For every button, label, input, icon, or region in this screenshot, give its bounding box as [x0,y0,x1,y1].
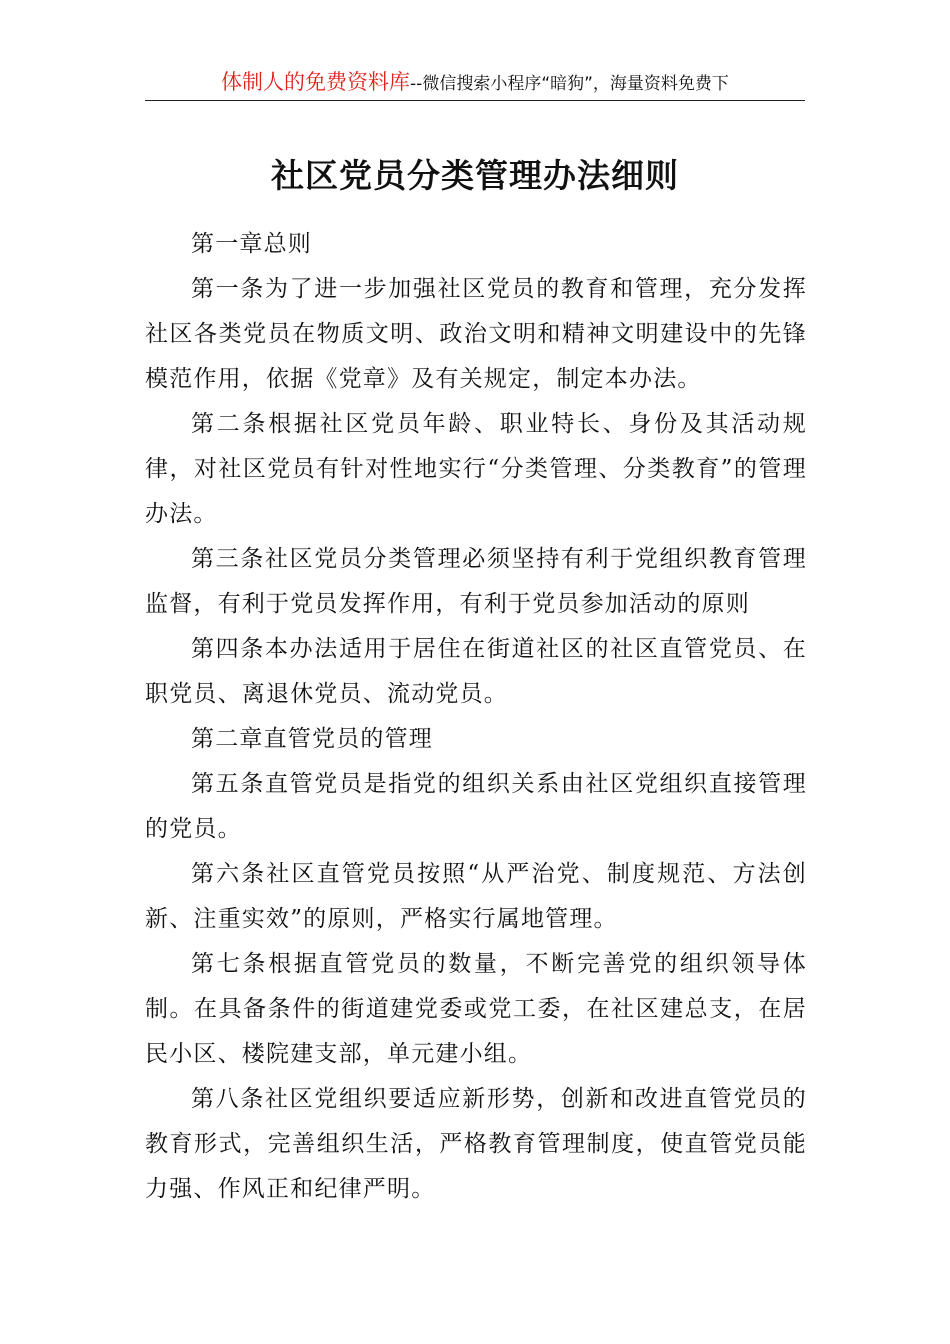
chapter-heading: 第一章总则 [191,231,312,257]
article-paragraph: 第五条直管党员是指党的组织关系由社区党组织直接管理的党员。 [145,771,807,842]
article-paragraph: 第七条根据直管党员的数量，不断完善党的组织领导体制。在具备条件的街道建党委或党工委，在社区建总支，在居民小区、楼院建支部，单元建小组。 [145,951,807,1067]
chapter-heading: 第二章直管党员的管理 [191,726,433,752]
header-slogan: --微信搜索小程序“暗狗”，海量资料免费下 [410,74,729,94]
article-paragraph: 第四条本办法适用于居住在街道社区的社区直管党员、在职党员、离退休党员、流动党员。 [145,636,807,707]
document-title: 社区党员分类管理办法细则 [271,156,679,195]
article-paragraph: 第三条社区党员分类管理必须坚持有利于党组织教育管理监督，有利于党员发挥作用，有利于党员参加活动的原则 [145,546,807,617]
header-brand: 体制人的免费资料库 [221,70,411,94]
article-paragraph: 第六条社区直管党员按照“从严治党、制度规范、方法创新、注重实效”的原则，严格实行属地管理。 [145,861,807,932]
article-paragraph: 第一条为了进一步加强社区党员的教育和管理，充分发挥社区各类党员在物质文明、政治文明和精神文明建设中的先锋模范作用，依据《党章》及有关规定，制定本办法。 [145,276,807,392]
page-header [145,66,805,101]
article-paragraph: 第二条根据社区党员年龄、职业特长、身份及其活动规律，对社区党员有针对性地实行“分类管理、分类教育”的管理办法。 [145,411,807,527]
document-body [145,222,807,1212]
article-paragraph: 第八条社区党组织要适应新形势，创新和改进直管党员的教育形式，完善组织生活，严格教育管理制度，使直管党员能力强、作风正和纪律严明。 [145,1086,807,1202]
